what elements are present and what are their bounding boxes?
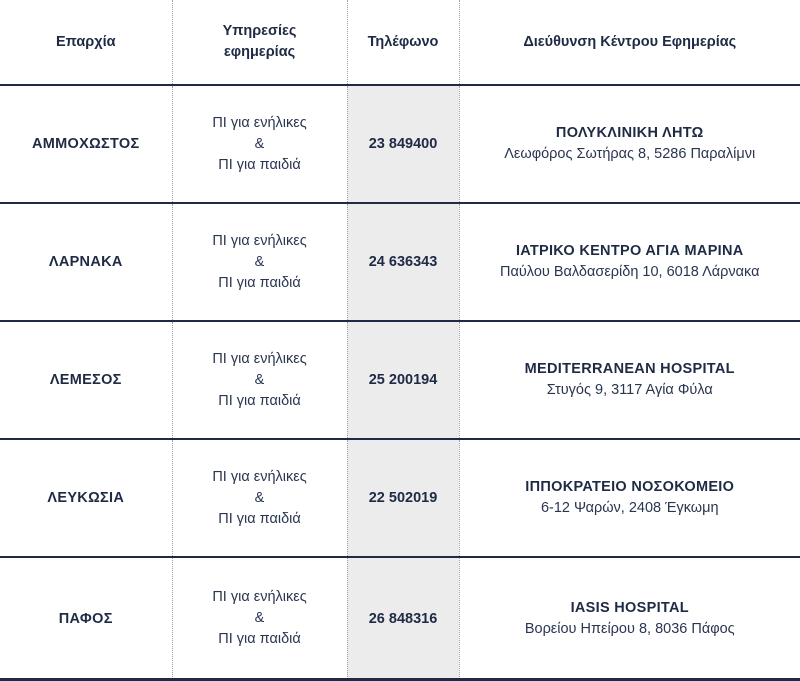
service-adults: ΠΙ για ενήλικες [212, 589, 307, 605]
services-cell [172, 85, 347, 203]
address-cell [459, 557, 800, 679]
service-adults: ΠΙ για ενήλικες [212, 468, 307, 485]
phone-number[interactable]: 24 636343 [368, 254, 438, 270]
phone-cell [347, 85, 459, 203]
table-header [0, 0, 800, 85]
phone-number[interactable]: 23 849400 [368, 136, 438, 152]
center-name: IASIS HOSPITAL [570, 599, 689, 616]
table-row [0, 321, 800, 439]
table-body [0, 85, 800, 679]
service-ampersand: & [254, 610, 265, 626]
phone-number[interactable]: 25 200194 [368, 372, 438, 388]
district-name: ΑΜΜΟΧΩΣΤΟΣ [32, 136, 140, 152]
center-name: ΙΑΤΡΙΚΟ ΚΕΝΤΡΟ ΑΓΙΑ ΜΑΡΙΝΑ [515, 243, 744, 259]
address-cell [459, 439, 800, 557]
district-name: ΠΑΦΟΣ [58, 610, 113, 627]
district-cell [0, 439, 172, 557]
service-children: ΠΙ για παιδιά [218, 156, 301, 173]
header-services-line1: Υπηρεσίες [222, 23, 297, 39]
service-children: ΠΙ για παιδιά [218, 274, 301, 291]
district-cell [0, 85, 172, 203]
phone-number[interactable]: 26 848316 [368, 610, 438, 627]
header-row [0, 0, 800, 85]
district-name: ΛΑΡΝΑΚΑ [48, 254, 123, 270]
phone-cell [347, 203, 459, 321]
header-district: Επαρχία [0, 0, 172, 85]
service-ampersand: & [254, 253, 265, 270]
district-name: ΛΕΥΚΩΣΙΑ [47, 490, 125, 506]
services-cell [172, 321, 347, 439]
service-children: ΠΙ για παιδιά [218, 631, 301, 647]
service-ampersand: & [254, 371, 265, 388]
services-cell [172, 439, 347, 557]
services-cell [172, 557, 347, 679]
phone-cell [347, 321, 459, 439]
service-children: ΠΙ για παιδιά [218, 510, 301, 527]
address-cell [459, 85, 800, 203]
center-address: 6-12 Ψαρών, 2408 Έγκωμη [540, 500, 719, 516]
phone-cell [347, 557, 459, 679]
address-cell [459, 203, 800, 321]
table-row [0, 85, 800, 203]
phone-number[interactable]: 22 502019 [368, 490, 438, 506]
district-cell [0, 203, 172, 321]
table-row [0, 439, 800, 557]
center-address: Παύλου Βαλδασερίδη 10, 6018 Λάρνακα [500, 264, 760, 280]
district-name: ΛΕΜΕΣΟΣ [49, 372, 122, 388]
header-address: Διεύθυνση Κέντρου Εφημερίας [459, 0, 800, 85]
district-cell [0, 557, 172, 679]
header-services [172, 0, 347, 85]
service-adults: ΠΙ για ενήλικες [212, 114, 307, 131]
service-ampersand: & [254, 135, 265, 152]
address-cell [459, 321, 800, 439]
services-cell [172, 203, 347, 321]
center-name: MEDITERRANEAN HOSPITAL [524, 361, 735, 377]
service-ampersand: & [254, 489, 265, 506]
phone-cell [347, 439, 459, 557]
center-name: ΠΟΛΥΚΛΙΝΙΚΗ ΛΗΤΩ [555, 125, 704, 141]
center-name: ΙΠΠΟΚΡΑΤΕΙΟ ΝΟΣΟΚΟΜΕΙΟ [525, 479, 735, 495]
center-address: Λεωφόρος Σωτήρας 8, 5286 Παραλίμνι [504, 146, 756, 162]
service-adults: ΠΙ για ενήλικες [212, 232, 307, 249]
center-address: Στυγός 9, 3117 Αγία Φύλα [546, 382, 713, 398]
center-address: Βορείου Ηπείρου 8, 8036 Πάφος [524, 620, 735, 637]
district-cell [0, 321, 172, 439]
header-services-line2: εφημερίας [223, 44, 296, 60]
service-adults: ΠΙ για ενήλικες [212, 350, 307, 367]
table-row [0, 203, 800, 321]
service-children: ΠΙ για παιδιά [218, 392, 301, 409]
table-row [0, 557, 800, 679]
header-phone: Τηλέφωνο [347, 0, 459, 85]
